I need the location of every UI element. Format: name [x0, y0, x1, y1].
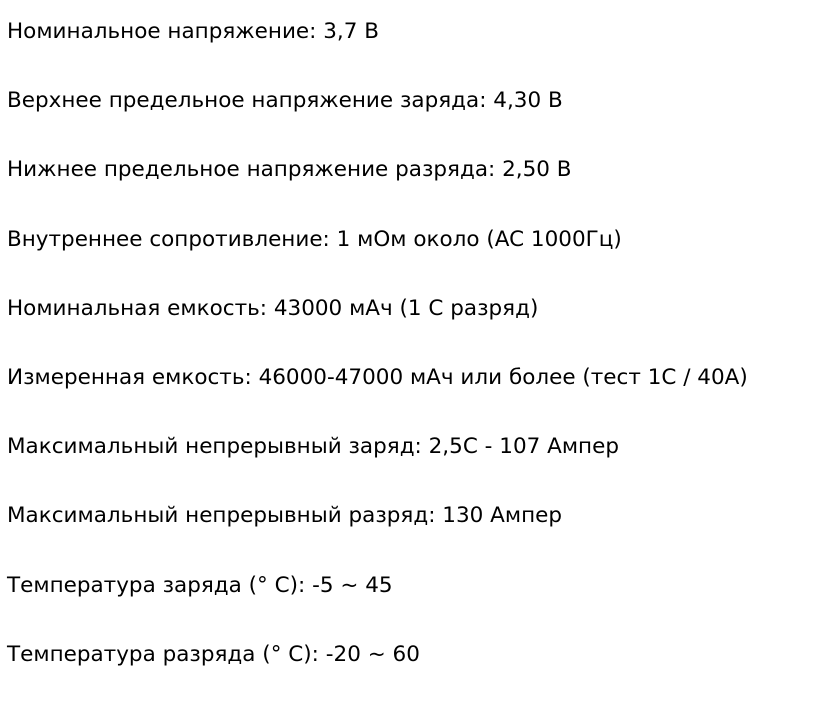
spec-charge-temperature: Температура заряда (° C): -5 ~ 45 [7, 572, 393, 598]
spec-discharge-temperature: Температура разряда (° C): -20 ~ 60 [7, 641, 420, 667]
spec-internal-resistance: Внутреннее сопротивление: 1 мОм около (AC 1000Гц) [7, 226, 622, 252]
spec-measured-capacity: Измеренная емкость: 46000-47000 мАч или более (тест 1C / 40A) [7, 364, 748, 390]
spec-discharge-cutoff-voltage: Нижнее предельное напряжение разряда: 2,50 В [7, 157, 572, 183]
spec-charge-cutoff-voltage: Верхнее предельное напряжение заряда: 4,30 В [7, 88, 563, 114]
spec-max-continuous-charge: Максимальный непрерывный заряд: 2,5C - 107 Ампер [7, 434, 619, 460]
spec-max-continuous-discharge: Максимальный непрерывный разряд: 130 Ампер [7, 503, 563, 529]
spec-list [7, 17, 748, 709]
spec-nominal-voltage: Номинальное напряжение: 3,7 В [7, 19, 380, 44]
spec-nominal-capacity: Номинальная емкость: 43000 мАч (1 C разряд) [7, 295, 539, 321]
